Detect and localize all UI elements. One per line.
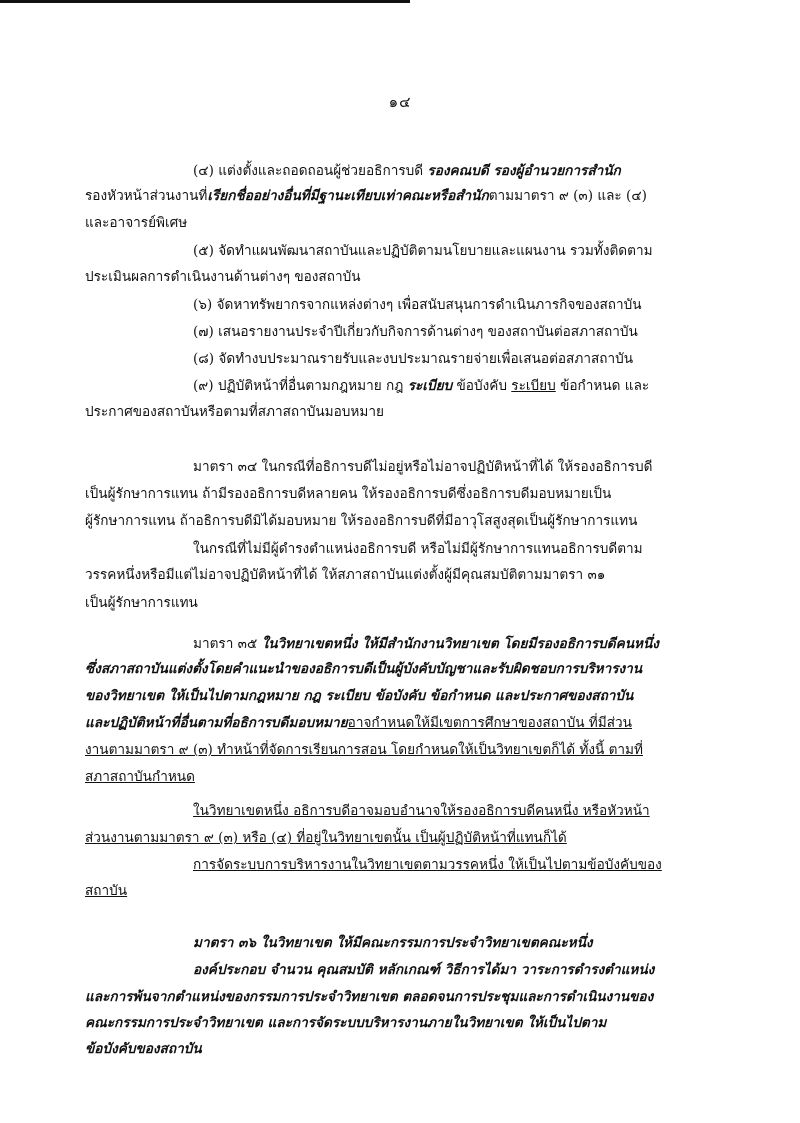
- section-35-line-6: สภาสถาบันกำหนด: [85, 769, 195, 785]
- section-36-line-5: ข้อบังคับของสถาบัน: [85, 1041, 202, 1057]
- section-35-underlined-text: อาจกำหนดให้มีเขตการศึกษาของสถาบัน ที่มีส่วน: [347, 715, 632, 731]
- item-4-line-3: และอาจารย์พิเศษ: [85, 215, 188, 231]
- section-35-line-7: ในวิทยาเขตหนึ่ง อธิการบดีอาจมอบอำนาจให้รองอธิการบดีคนหนึ่ง หรือหัวหน้า: [193, 803, 650, 819]
- section-35-line-3: ของวิทยาเขต ให้เป็นไปตามกฎหมาย กฎ ระเบียบ ข้อบังคับ ข้อกำหนด และประกาศของสถาบัน: [85, 688, 634, 704]
- item-9-line-2: ประกาศของสถาบันหรือตามที่สภาสถาบันมอบหมาย: [85, 404, 384, 420]
- section-34-line-6: เป็นผู้รักษาการแทน: [85, 595, 198, 611]
- item-4-line-1: [193, 162, 621, 180]
- item-8: (๘) จัดทำงบประมาณรายรับและงบประมาณรายจ่ายเพื่อเสนอต่อสภาสถาบัน: [193, 351, 634, 367]
- item-5-line-2: ประเมินผลการดำเนินงานด้านต่างๆ ของสถาบัน: [85, 269, 361, 285]
- section-35-line-5: งานตามมาตรา ๙ (๓) ทำหน้าที่จัดการเรียนการสอน โดยกำหนดให้เป็นวิทยาเขตก็ได้ ทั้งนี้ ตามที่: [85, 742, 643, 758]
- item-9-text: ข้อบังคับ: [452, 378, 512, 394]
- section-35-struck-text: และปฏิบัติหน้าที่อื่นตามที่อธิการบดีมอบหมาย: [85, 715, 348, 731]
- item-9-text: ข้อกำหนด และ: [555, 378, 650, 394]
- item-7: (๗) เสนอรายงานประจำปีเกี่ยวกับกิจการด้านต่างๆ ของสถาบันต่อสภาสถาบัน: [193, 324, 638, 340]
- section-35-line-2: ซึ่งสภาสถาบันแต่งตั้งโดยคำแนะนำของอธิการบดีเป็นผู้บังคับบัญชาและรับผิดชอบการบริหารงาน: [85, 661, 643, 677]
- item-9-text: (๙) ปฏิบัติหน้าที่อื่นตามกฎหมาย กฎ: [193, 378, 408, 394]
- item-9-line-1: [193, 377, 649, 395]
- section-34-line-3: ผู้รักษาการแทน ถ้าอธิการบดีมิได้มอบหมาย ให้รองอธิการบดีที่มีอาวุโสสูงสุดเป็นผู้รักษาการแทน: [85, 513, 638, 529]
- item-4-text: รองหัวหน้าส่วนงานที่: [85, 188, 208, 204]
- item-9-underlined-text: ระเบียบ: [511, 378, 556, 394]
- section-36-line-1: มาตรา ๓๖ ในวิทยาเขต ให้มีคณะกรรมการประจำวิทยาเขตคณะหนึ่ง: [193, 935, 593, 951]
- section-35-struck-text: ในวิทยาเขตหนึ่ง ให้มีสำนักงานวิทยาเขต โดยมีรองอธิการบดีคนหนึ่ง: [261, 636, 659, 652]
- section-34-line-5: วรรคหนึ่งหรือมีแต่ไม่อาจปฏิบัติหน้าที่ได้ ให้สภาสถาบันแต่งตั้งผู้มีคุณสมบัติตามมาตรา ๓๑: [85, 567, 606, 583]
- scan-edge-line: [0, 0, 410, 3]
- item-4-text: (๔) แต่งตั้งและถอดถอนผู้ช่วยอธิการบดี: [193, 163, 428, 179]
- section-35-line-8: ส่วนงานตามมาตรา ๙ (๓) หรือ (๔) ที่อยู่ในวิทยาเขตนั้น เป็นผู้ปฏิบัติหน้าที่แทนก็ได้: [85, 830, 567, 846]
- item-4-text: ตามมาตรา ๙ (๓) และ (๔): [488, 188, 647, 204]
- section-36-line-4: คณะกรรมการประจำวิทยาเขต และการจัดระบบบริหารงานภายในวิทยาเขต ให้เป็นไปตาม: [85, 1015, 607, 1031]
- page-number: ๑๔: [388, 93, 412, 111]
- section-35-line-1: [193, 635, 659, 653]
- item-4-inserted-text: เรียกชื่ออย่างอื่นที่มีฐานะเทียบเท่าคณะหรือสำนัก: [207, 188, 489, 204]
- item-6: (๖) จัดหาทรัพยากรจากแหล่งต่างๆ เพื่อสนับสนุนการดำเนินภารกิจของสถาบัน: [193, 297, 642, 313]
- section-35-line-4: [85, 714, 632, 732]
- item-5-line-1: (๕) จัดทำแผนพัฒนาสถาบันและปฏิบัติตามนโยบายและแผนงาน รวมทั้งติดตาม: [193, 243, 653, 259]
- section-35-line-10: สถาบัน: [85, 883, 128, 899]
- section-34-line-4: ในกรณีที่ไม่มีผู้ดำรงตำแหน่งอธิการบดี หรือไม่มีผู้รักษาการแทนอธิการบดีตาม: [193, 541, 643, 557]
- item-4-inserted-text: รองคณบดี รองผู้อำนวยการสำนัก: [427, 163, 621, 179]
- section-36-line-3: และการพ้นจากตำแหน่งของกรรมการประจำวิทยาเขต ตลอดจนการประชุมและการดำเนินงานของ: [85, 989, 654, 1005]
- section-34-line-2: เป็นผู้รักษาการแทน ถ้ามีรองอธิการบดีหลายคน ให้รองอธิการบดีซึ่งอธิการบดีมอบหมายเป็น: [85, 486, 612, 502]
- item-9-inserted-text: ระเบียบ: [407, 378, 453, 394]
- section-35-line-9: การจัดระบบการบริหารงานในวิทยาเขตตามวรรคหนึ่ง ให้เป็นไปตามข้อบังคับของ: [193, 857, 662, 873]
- item-4-line-2: [85, 187, 647, 205]
- section-36-line-2: องค์ประกอบ จำนวน คุณสมบัติ หลักเกณฑ์ วิธีการได้มา วาระการดำรงตำแหน่ง: [193, 962, 655, 978]
- section-35-text: มาตรา ๓๕: [193, 636, 262, 652]
- section-34-line-1: มาตรา ๓๔ ในกรณีที่อธิการบดีไม่อยู่หรือไม่อาจปฏิบัติหน้าที่ได้ ให้รองอธิการบดี: [193, 459, 653, 475]
